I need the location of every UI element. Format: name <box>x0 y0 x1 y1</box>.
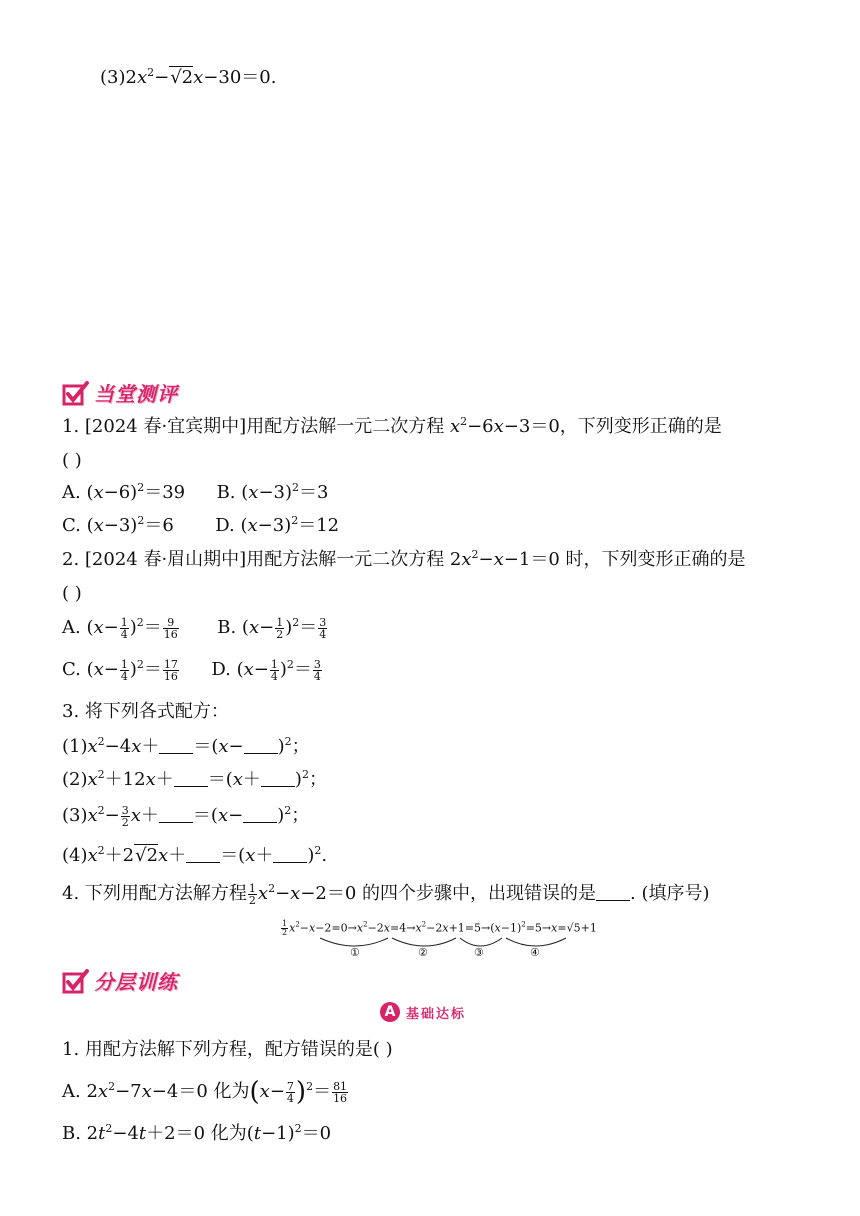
q4-steps-diagram: $\frac{1}{2}$ $x^2-x-2=0\to x^2-2x=4\to x^2-2x+1=5\to(x-1)^2=5\to x=√5+1$ ① ② ③ ④ <box>280 918 600 962</box>
step-label-2: ② <box>418 946 428 959</box>
q4-stem: 4. 下列用配方法解方程 $\frac{1}{2}$ $x^2-x-2=0$ 的四个步骤中，出现错误的是 . (填序号) <box>62 881 710 907</box>
q1-answer-paren: ( ) <box>62 450 82 471</box>
q3-stem: 3. 将下列各式配方： <box>62 701 229 722</box>
level-badge <box>380 1002 466 1022</box>
q1-options-ab <box>62 481 328 505</box>
section-header-layered-training <box>62 966 178 995</box>
blank-field[interactable] <box>273 846 307 863</box>
p1-option-a: A. $2x^2-7x-4=0$ 化为(x− $\frac{7}{4}$ )$^2$＝ $\frac{81}{16}$ <box>62 1077 348 1107</box>
q3-item-3: $(3)x^2-$ $\frac{3}{2}$ $x+ =(x- )^2$； <box>62 803 310 829</box>
level-letter: A <box>380 1002 400 1022</box>
section-title: 分层训练 <box>94 970 178 994</box>
blank-field[interactable] <box>174 770 208 787</box>
q2-option-d: D. (x− $\frac{1}{4}$ )$^2$＝ $\frac{3}{4}$ <box>211 657 321 683</box>
blank-field[interactable] <box>159 806 193 823</box>
blank-field[interactable] <box>596 884 630 901</box>
blank-field[interactable] <box>186 846 220 863</box>
q1-options-cd <box>62 514 339 538</box>
step-label-4: ④ <box>530 946 540 959</box>
q1-option-b: B. $(x-3)^2=3$ <box>216 481 329 503</box>
checkbox-icon <box>62 968 90 994</box>
q2-stem: 2. [2024 春·眉山期中]用配方法解一元二次方程 $2x^2-x-1=0$ 时，下列变形正确的是 <box>62 548 746 570</box>
section-header-classroom-test <box>62 378 178 407</box>
blank-field[interactable] <box>243 806 277 823</box>
carry-over-equation: $(3)2x^2-√2x-30=0$. <box>100 66 277 88</box>
p1-option-b: B. $2t^2-4t+2=0$ 化为$(t-1)^2=0$ <box>62 1122 332 1144</box>
step-label-3: ③ <box>474 946 484 959</box>
level-label: 基础达标 <box>406 1006 467 1022</box>
q3-item-2: $(2)x^2+12x+ =(x+ )^2$； <box>62 768 327 790</box>
q1-option-c: C. $(x-3)^2=6$ <box>62 514 174 536</box>
q1-option-d: D. $(x-3)^2=12$ <box>215 514 340 536</box>
step-arrows <box>280 918 600 962</box>
q3-item-1: $(1)x^2-4x+ =(x- )^2$； <box>62 735 310 757</box>
q2-answer-paren: ( ) <box>62 583 82 604</box>
section-title: 当堂测评 <box>94 382 178 406</box>
q1-stem: 1. [2024 春·宜宾期中]用配方法解一元二次方程 $x^2-6x-3=0$，下列变形正确的是 <box>62 415 722 437</box>
checkbox-icon <box>62 380 90 406</box>
step-label-1: ① <box>350 946 360 959</box>
q1-option-a: A. $(x-6)^2=39$ <box>62 481 186 503</box>
q2-option-a: A. (x− $\frac{1}{4}$ )$^2$＝ $\frac{9}{16}$ <box>62 615 178 641</box>
blank-field[interactable] <box>244 737 278 754</box>
p1-stem: 1. 用配方法解下列方程，配方错误的是( ) <box>62 1039 393 1060</box>
q2-options-cd <box>62 658 323 682</box>
blank-field[interactable] <box>159 737 193 754</box>
q2-option-c: C. (x− $\frac{1}{4}$ )$^2$＝ $\frac{17}{16}$ <box>62 657 178 683</box>
q2-options-ab <box>62 616 328 640</box>
blank-field[interactable] <box>261 770 295 787</box>
q2-option-b: B. (x− $\frac{1}{2}$ )$^2$＝ $\frac{3}{4}$ <box>217 615 327 641</box>
q3-item-4: $(4)x^2+2√2x+ =(x+ )^2$. <box>62 844 328 866</box>
